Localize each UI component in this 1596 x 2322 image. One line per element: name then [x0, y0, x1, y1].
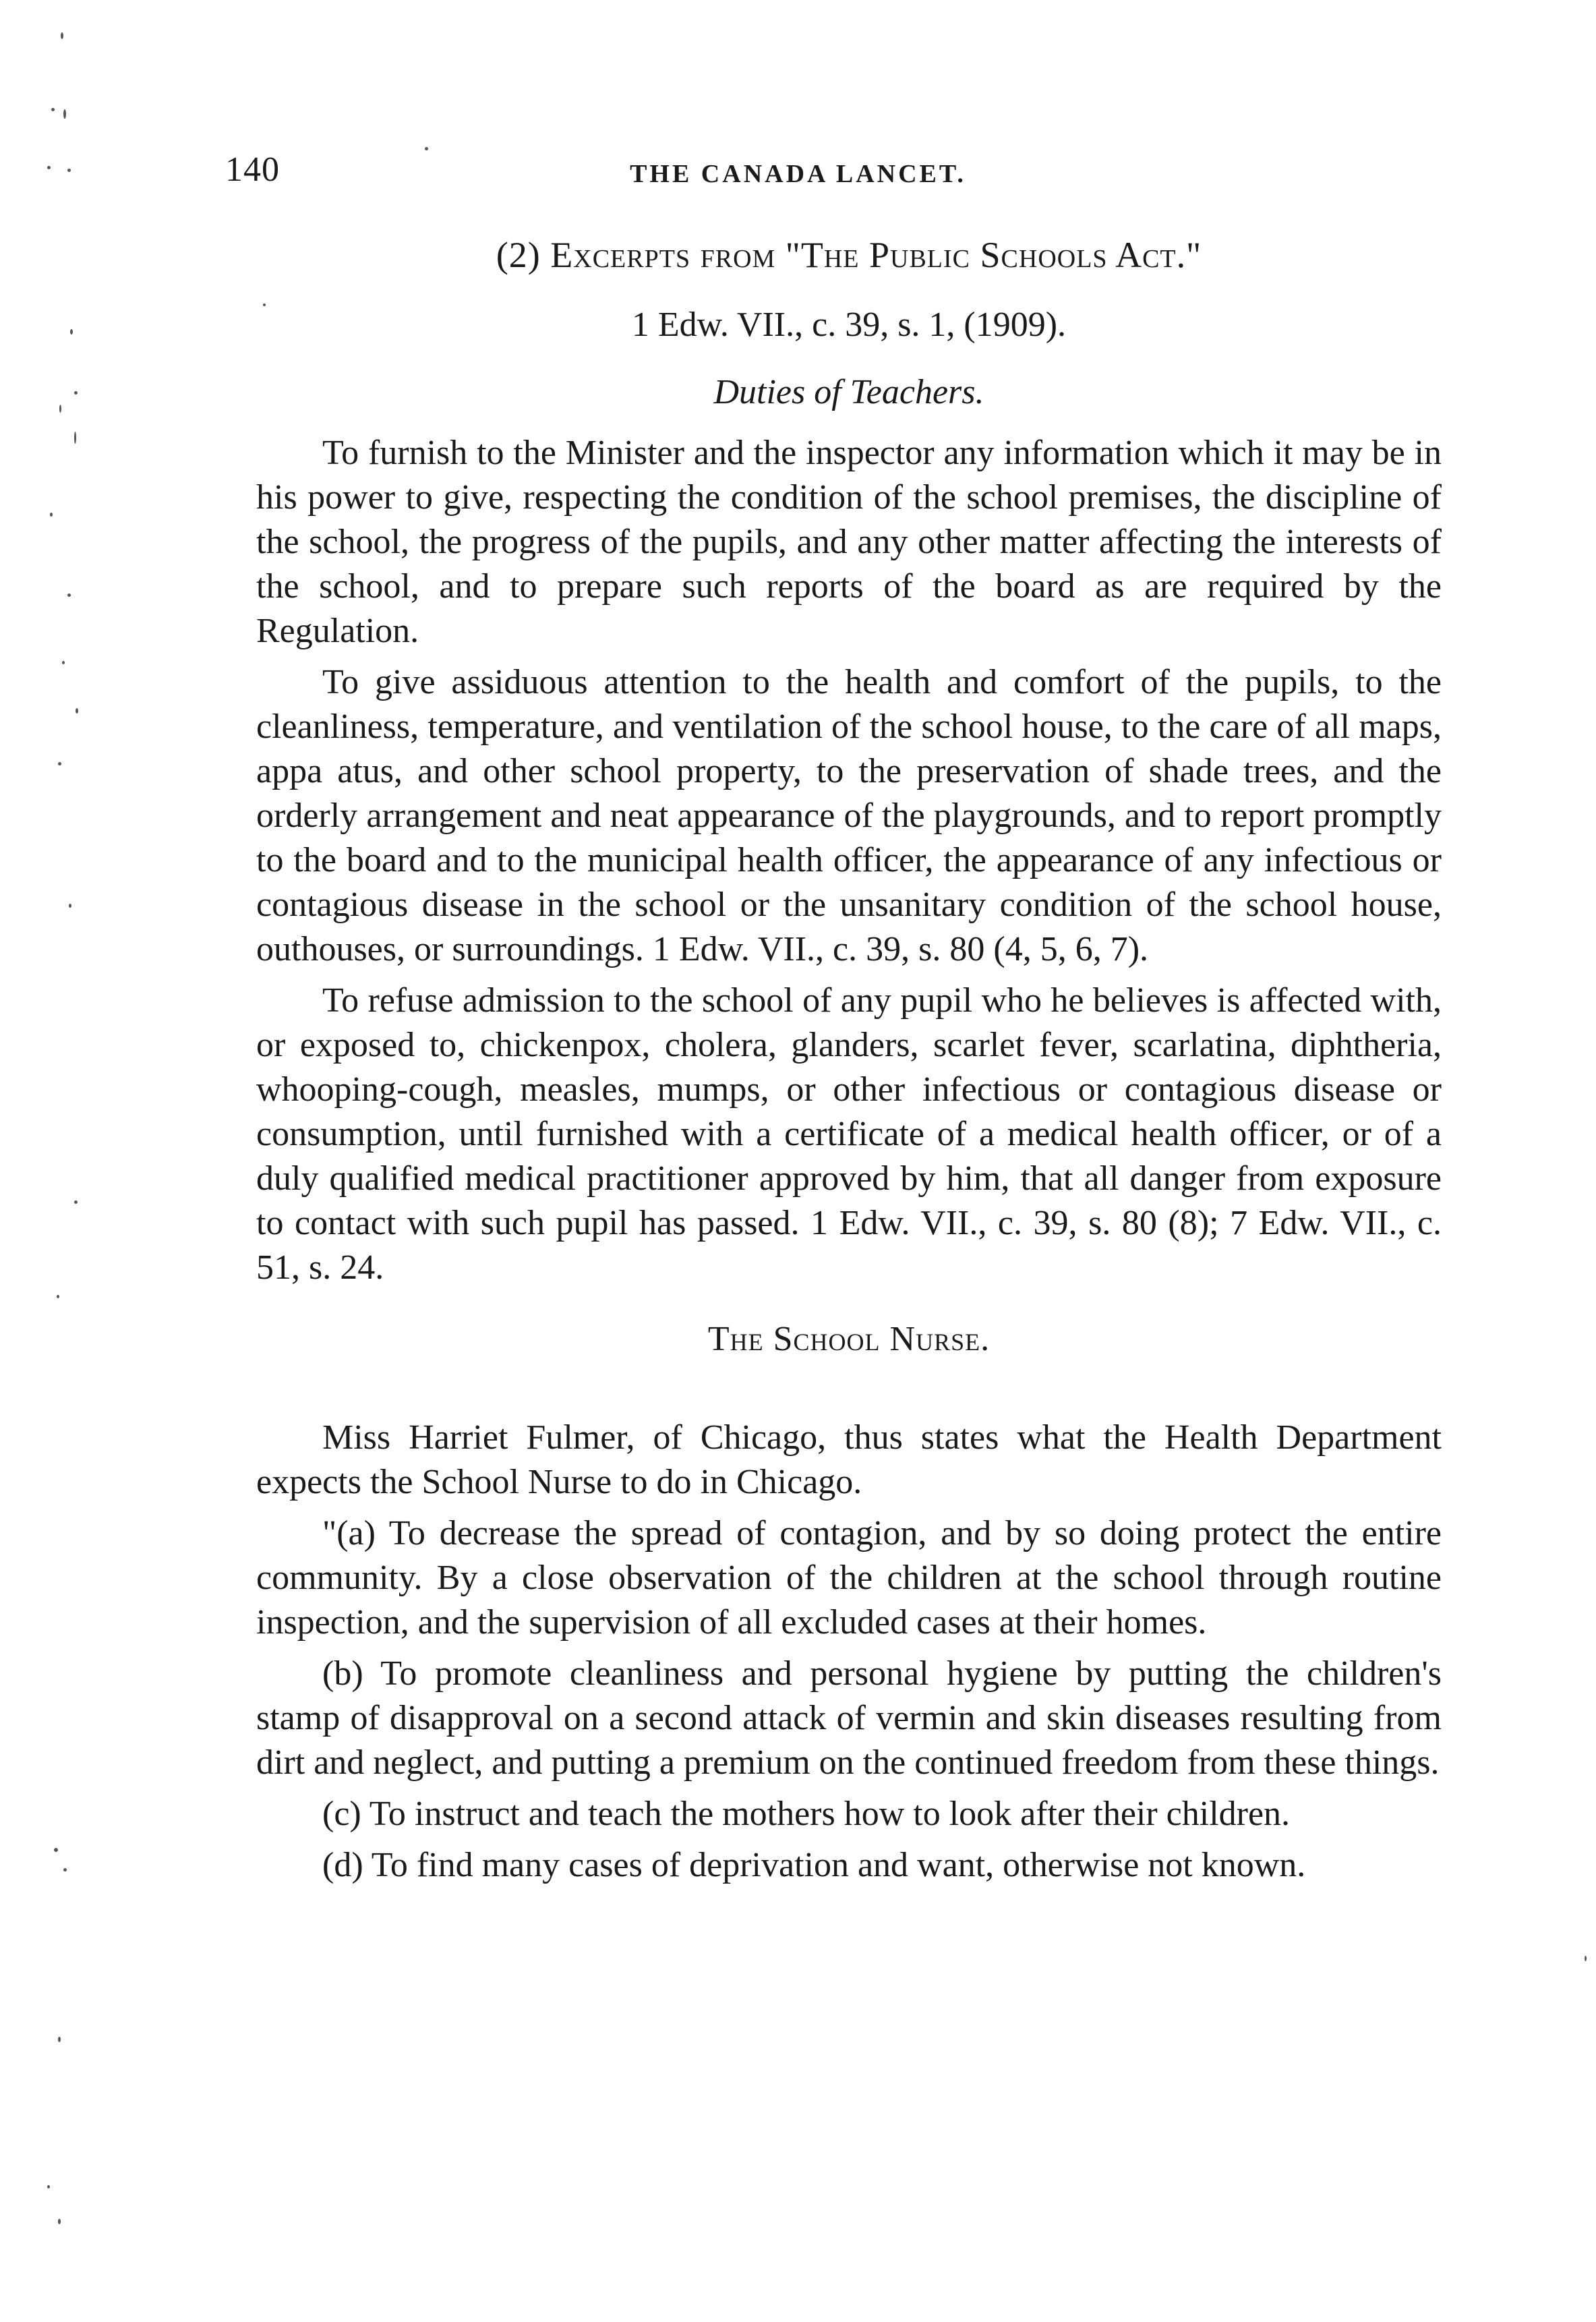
page-number: 140: [225, 150, 280, 189]
scan-speck: [76, 708, 78, 714]
paragraph-furnish-information: To furnish to the Minister and the inspector any information which it may be in his power to give, respecting the condition of the school premises, the discipline of the school, the progress of the pupils, and any other matter affecting the interests of the school, and to prepare such reports of the board as are required by the Regulation.: [256, 434, 1442, 650]
paragraph-refuse-admission: To refuse admission to the school of any pupil who he believes is affected with, or exposed to, chickenpox, cholera, glanders, scarlet fever, scarlatina, diphtheria, whooping-cough, measles, mumps, or other infectious or contagious disease or consumption, until furnished with a certificate of a medical health officer, or of a duly qualified medical practitioner approved by him, that all danger from exposure to contact with such pupil has passed. 1 Edw. VII., c. 39, s. 80 (8); 7 Edw. VII., c. 51, s. 24.: [256, 981, 1442, 1287]
scan-speck: [74, 1200, 78, 1204]
paragraph-item-a: "(a) To decrease the spread of contagion, and by so doing protect the entire community. By a close observation of the children at the school through routine inspection, and the supervision of all excluded cases at their homes.: [256, 1514, 1442, 1642]
scan-speck: [58, 762, 61, 765]
body-column: [256, 233, 1442, 1894]
act-citation: 1 Edw. VII., c. 39, s. 1, (1909).: [631, 306, 1067, 344]
scan-speck: [58, 2219, 61, 2224]
scan-speck: [57, 1295, 59, 1298]
scan-speck: [1585, 1956, 1587, 1961]
scan-speck: [50, 513, 53, 517]
paragraph-item-c: (c) To instruct and teach the mothers how to look after their children.: [322, 1795, 1291, 1833]
running-head: THE CANADA LANCET.: [630, 160, 966, 188]
scan-speck: [61, 32, 63, 39]
scan-speck: [63, 109, 66, 119]
scan-speck: [74, 432, 76, 444]
scan-speck: [58, 2037, 61, 2042]
paragraph-item-b: (b) To promote cleanliness and personal hygiene by putting the children's stamp of disapproval on a second attack of vermin and skin diseases resulting from dirt and neglect, and putting a premium on the continued freedom from these things.: [256, 1654, 1442, 1782]
scan-speck: [54, 1848, 58, 1852]
scan-speck: [63, 1868, 67, 1871]
scan-speck: [59, 405, 61, 413]
paragraph-item-d: (d) To find many cases of deprivation and want, otherwise not known.: [322, 1846, 1306, 1884]
scan-speck: [67, 593, 71, 597]
scan-speck: [62, 661, 65, 664]
scan-speck: [51, 108, 55, 111]
scan-speck: [47, 2185, 50, 2188]
paragraph-fulmer-intro: Miss Harriet Fulmer, of Chicago, thus states what the Health Department expects the School Nurse to do in Chicago.: [256, 1418, 1442, 1501]
paragraph-health-attention: To give assiduous attention to the health and comfort of the pupils, to the cleanliness, temperature, and ventilation of the school house, to the care of all maps, appa atus, and other school property, to the preservation of shade trees, and the orderly arrangement and neat appearance of the playgrounds, and to report promptly to the board and to the municipal health officer, the appearance of any infectious or contagious disease in the school or the unsanitary condition of the school house, outhouses, or surroundings. 1 Edw. VII., c. 39, s. 80 (4, 5, 6, 7).: [256, 663, 1442, 968]
section-title-excerpts: (2) Excerpts from "The Public Schools Act.": [496, 235, 1202, 275]
scan-speck: [69, 904, 71, 908]
scan-speck: [425, 147, 428, 150]
scan-speck: [70, 329, 73, 335]
scan-speck: [74, 391, 78, 395]
section-title-school-nurse: The School Nurse.: [707, 1320, 991, 1358]
section-subtitle-duties: Duties of Teachers.: [713, 373, 984, 411]
